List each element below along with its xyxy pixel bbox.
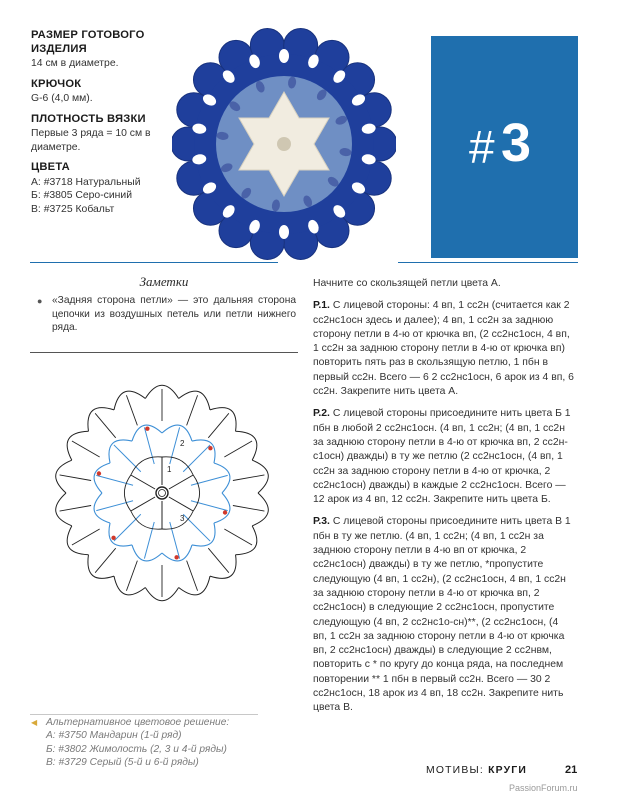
chart-label-row3: 3: [180, 514, 185, 523]
notes-divider: [30, 352, 298, 353]
chart-scallop: [67, 431, 88, 460]
instructions: [313, 277, 575, 724]
round-2-text: С лицевой стороны присоедините нить цвета Б 1 пбн в любой 2 сс2нс1осн. (4 вп, 1 сс2н; (4 вп, 1 сс2н за заднюю сторону петли в 4-ю от крючка вп, 2 сс2н-с1осн) дважды) в ту же петлю (2 сс2нс1осн, (4 вп, 1 сс2н за заднюю сторону петли в 4-ю от крючка, 2 сс2нс1осн) дважды) в каждые 2 сс2нс1осн. Всего — 12 арок из 4 вп, 12 сс2н. Закрепите нить цвета Б.: [313, 408, 571, 506]
crochet-chart: [42, 373, 282, 613]
chart-stitch: [72, 529, 100, 545]
chart-outer-round: [56, 385, 269, 601]
chart-blue-stitch: [144, 522, 154, 559]
chart-red-marker: [145, 426, 149, 430]
alt-divider: [30, 714, 258, 715]
chart-scallop: [236, 526, 257, 555]
chart-scallop: [210, 555, 236, 579]
round-2-label: Р.2.: [313, 408, 330, 420]
chart-scallop: [179, 576, 210, 595]
chart-stitch: [208, 413, 229, 438]
chart-red-marker: [208, 446, 212, 450]
chart-blue-stitch: [114, 514, 141, 541]
chart-stitch: [60, 475, 92, 481]
chart-scallop: [67, 526, 88, 555]
chart-blue-stitch: [144, 427, 154, 464]
alt-color-b: Б: #3802 Жимолость (2, 3 и 4-й ряды): [46, 743, 227, 755]
chart-label-row1: 1: [167, 465, 172, 474]
alt-color-c: В: #3729 Серый (5-й и 6-й ряды): [46, 756, 199, 768]
outer-hole: [279, 49, 289, 63]
round-3-label: Р.3.: [313, 516, 330, 528]
gauge-value: Первые 3 ряда = 10 см в диаметре.: [31, 128, 151, 153]
chart-stitch: [208, 548, 229, 573]
chart-scallop: [210, 408, 236, 432]
chart-blue-stitch: [183, 514, 210, 541]
chart-scallop: [88, 555, 114, 579]
size-value: 14 см в диаметре.: [31, 58, 119, 69]
motif-photo: [172, 26, 396, 262]
alt-title: Альтернативное цветовое решение:: [46, 717, 230, 728]
chart-red-marker: [223, 510, 227, 514]
round-1-label: Р.1.: [313, 300, 330, 312]
footer-section-label: МОТИВЫ:: [426, 765, 484, 776]
notes-title: Заметки: [139, 274, 189, 289]
colors-heading: ЦВЕТА: [31, 161, 70, 174]
page-number: 21: [565, 764, 578, 776]
chart-stitch: [224, 441, 252, 457]
chart-blue-stitch: [170, 522, 180, 559]
chart-scallop: [179, 391, 210, 410]
chart-scallop: [114, 576, 145, 595]
chart-inner-stitch: [131, 497, 155, 511]
chart-inner-chain: [124, 475, 130, 511]
alternative-colors: [46, 716, 229, 769]
round-1: [313, 299, 575, 399]
pattern-number-hash: #: [469, 121, 495, 173]
divider-left: [30, 262, 278, 263]
footer-section: [426, 765, 527, 776]
pattern-number-digit: 3: [501, 113, 532, 173]
chart-red-marker: [97, 471, 101, 475]
round-3: [313, 515, 575, 715]
chart-red-marker: [174, 555, 178, 559]
chart-inner-chain: [193, 475, 199, 511]
chart-blue-stitch: [183, 445, 210, 472]
alt-color-a: А: #3750 Мандарин (1-й ряд): [46, 730, 182, 742]
chart-blue-stitch: [114, 445, 141, 472]
instructions-intro: Начните со скользящей петли цвета А.: [313, 278, 501, 289]
pattern-number-panel: [431, 36, 578, 258]
chart-stitch: [95, 413, 116, 438]
triangle-left-icon: ◀: [31, 718, 38, 727]
chart-stitch: [126, 395, 137, 425]
chart-magic-ring: [156, 487, 168, 499]
hook-value: G-6 (4,0 мм).: [31, 93, 93, 105]
chart-stitch: [233, 475, 265, 481]
chart-stitch: [72, 441, 100, 457]
chart-inner-round: [124, 457, 199, 529]
round-1-text: С лицевой стороны: 4 вп, 1 сс2н (считается как 2 сс2нс1осн здесь и далее); 4 вп, 1 сс2н за заднюю сторону петли в 4-ю от крючка вп, (2 сс2нс1осн, 4 вп, 1 сс2н за заднюю сторону петли в 4-ю от крючка вп) повторить пять раз в скользящую петлю, 1 пбн в первый сс2н. Всего — 6 2 сс2нс1осн, 6 арок из 4 вп, 6 сс2н. Закрепите нить цвета А.: [313, 300, 574, 398]
color-a: А: #3718 Натуральный: [31, 176, 141, 188]
chart-stitch: [233, 506, 265, 512]
chart-stitch: [95, 548, 116, 573]
chart-stitch: [224, 529, 252, 545]
chart-stitch: [187, 561, 198, 591]
color-b: Б: #3805 Серо-синий: [31, 190, 133, 202]
notes-item: «Задняя сторона петли» — это дальняя сторона цепочки из воздушных петель или петли нижнего ряда.: [52, 295, 296, 334]
chart-stitch: [60, 506, 92, 512]
chart-inner-stitch: [131, 475, 155, 489]
center-hole: [277, 137, 291, 151]
footer-subsection: КРУГИ: [488, 765, 528, 776]
chart-scallop: [236, 431, 257, 460]
outer-hole: [279, 225, 289, 239]
notes-bullet-icon: ●: [37, 296, 43, 306]
size-heading: РАЗМЕР ГОТОВОГО ИЗДЕЛИЯ: [31, 29, 145, 55]
chart-magic-ring-inner: [159, 490, 166, 497]
chart-stitch: [126, 561, 137, 591]
chart-middle-round: [94, 425, 230, 561]
color-c: В: #3725 Кобальт: [31, 204, 115, 216]
chart-stitch: [187, 395, 198, 425]
chart-scallop: [88, 408, 114, 432]
chart-scallop: [114, 391, 145, 410]
chart-inner-stitch: [169, 497, 193, 511]
chart-label-row2: 2: [180, 439, 185, 448]
hook-heading: КРЮЧОК: [31, 77, 82, 90]
round-2: [313, 407, 575, 507]
gauge-heading: ПЛОТНОСТЬ ВЯЗКИ: [31, 112, 146, 125]
chart-start-markers: [97, 426, 228, 559]
watermark: PassionForum.ru: [509, 783, 578, 793]
divider-right: [398, 262, 578, 263]
chart-red-marker: [111, 536, 115, 540]
chart-blue-stitch: [170, 427, 180, 464]
round-3-text: С лицевой стороны присоедините нить цвета В 1 пбн в ту же петлю. (4 вп, 1 сс2н; (4 вп, 1 сс2н за заднюю сторону петли в 4-ю вп от крючка, 2 сс2нс1осн) дважды) в ту же петлю, *пропустите следующую (4 вп, 1 сс2н), (2 сс2нс1осн, 4 вп, 1 сс2н за заднюю сторону петли в 4-ю от крючка вп, 2 сс2нс1осн) в следующие 2 сс2нс1осн, пропустите следующую (4 вп, 2 сс2нс1о-сн)**, (2 сс2нс1осн, (4 вп, 1 сс2н за заднюю сторону петли в 4-ю от крючка вп, 2 сс2нс1осн) дважды) в следующие 2 сс2нвм, повторить с * по кругу до конца ряда, на последнем повторении ** 1 пбн в первый сс2н. Всего — 30 2 сс2нс1осн, 18 арок из 4 вп, 18 сс2н. Закрепите нить цвета В.: [313, 516, 571, 714]
chart-inner-stitch: [169, 475, 193, 489]
specs-column: [31, 29, 181, 217]
